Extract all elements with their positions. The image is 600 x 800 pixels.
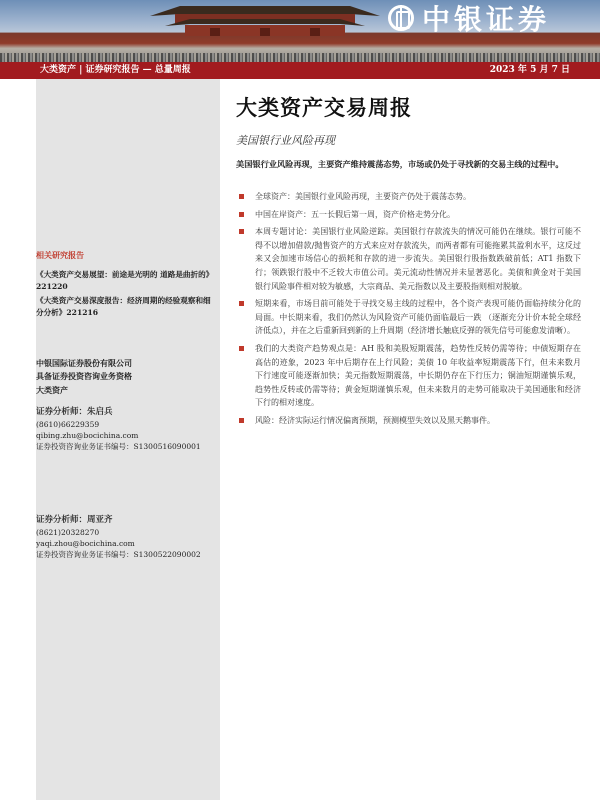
key-point-item: 我们的大类资产趋势观点是：AH 股和美股短期震荡，趋势性反转仍需等待；中债短期存在高估的迹象，2023 年中后期存在上行风险；美债 10 年收益率短期震荡下行，但未来数月下行速度可能逐渐加快；美元指数短期震荡，中长期仍存在下行压力；铜油短期谨慎乐观，趋势性反转或仍需等待；黄金短期谨慎乐观，但未来数月的走势可能取决于美国通胀和经济下行的相对速度。 xyxy=(236,342,581,410)
analyst-cert: 证券投资咨询业务证书编号：S1300516090001 xyxy=(36,442,201,451)
related-report-item[interactable]: 《大类资产交易展望：前途是光明的 道路是曲折的》221220 xyxy=(36,270,214,291)
key-point-item: 本周专题讨论：美国银行业风险逆踪。美国银行存款流失的情况可能仍在继续。银行可能不得不以增加借款/抛售资产的方式来应对存款流失，而两者都有可能拖累其盈利水平，这反过来又会加速市场信心的损耗和存款的进一步流失。美国银行股指数跌破前低；AT1 指数下行；领跌银行股中不乏较大市值公司。美元流动性情况并未显著恶化。美债和黄金对于美国银行风险事件相对较为敏感，大宗商品、美元指数以及主要股指则相对脱敏。 xyxy=(236,225,581,293)
analyst-name: 证券分析师：朱启兵 xyxy=(36,407,113,417)
header-banner xyxy=(0,0,600,62)
brand-name: 中银证券 xyxy=(422,3,551,36)
report-title: 大类资产交易周报 xyxy=(236,95,412,120)
plaza-image xyxy=(0,53,600,62)
report-subtitle: 美国银行业风险再现 xyxy=(236,134,335,147)
analyst-email[interactable]: qibing.zhu@bocichina.com xyxy=(36,431,139,440)
analyst-cert: 证券投资咨询业务证书编号：S1300522090002 xyxy=(36,550,201,559)
sidebar-category: 大类资产 xyxy=(36,385,68,395)
analyst-card xyxy=(36,513,220,560)
brand-logo xyxy=(388,0,550,36)
key-point-item: 全球资产：美国银行业风险再现，主要资产仍处于震荡态势。 xyxy=(236,190,581,204)
related-report-item[interactable]: 《大类资产交易深度报告：经济周期的经验观察和细分分析》221216 xyxy=(36,296,211,317)
key-point-item: 中国在岸资产：五一长假后第一周，资产价格走势分化。 xyxy=(236,208,581,222)
analyst-email[interactable]: yaqi.zhou@bocichina.com xyxy=(36,539,135,548)
company-qualification: 具备证券投资咨询业务资格 xyxy=(36,371,132,381)
report-date: 2023 年 5 月 7 日 xyxy=(489,65,570,75)
analyst-name: 证券分析师：周亚齐 xyxy=(36,515,113,525)
analyst-card xyxy=(36,405,220,452)
analyst-phone: (8610)66229359 xyxy=(36,420,100,429)
related-reports-list xyxy=(36,269,216,321)
sidebar xyxy=(36,79,220,800)
company-info xyxy=(36,357,132,383)
key-points-list xyxy=(236,190,581,432)
palace-roof-image xyxy=(150,2,380,36)
related-reports-title: 相关研究报告 xyxy=(36,250,84,260)
report-summary: 美国银行业风险再现，主要资产维持震荡态势，市场或仍处于寻找新的交易主线的过程中。 xyxy=(236,159,564,169)
key-point-item: 短期来看，市场目前可能处于寻找交易主线的过程中，各个资产表现可能仍面临持续分化的局面。中长期来看，我们仍然认为风险资产可能仍面临最后一跌 （逐渐充分计价本轮全球经济低点），并在之后重新回到新的上升周期（经济增长触底反弹的领先信号可能愈发清晰）。 xyxy=(236,297,581,338)
boc-logo-icon xyxy=(388,5,414,31)
analyst-phone: (8621)20328270 xyxy=(36,528,100,537)
key-point-item: 风险：经济实际运行情况偏离预期，预测模型失效以及黑天鹅事件。 xyxy=(236,414,581,428)
report-category-label: 大类资产 | 证券研究报告 — 总量周报 xyxy=(40,65,191,75)
company-name: 中银国际证券股份有限公司 xyxy=(36,358,132,368)
report-header-bar xyxy=(0,62,600,79)
